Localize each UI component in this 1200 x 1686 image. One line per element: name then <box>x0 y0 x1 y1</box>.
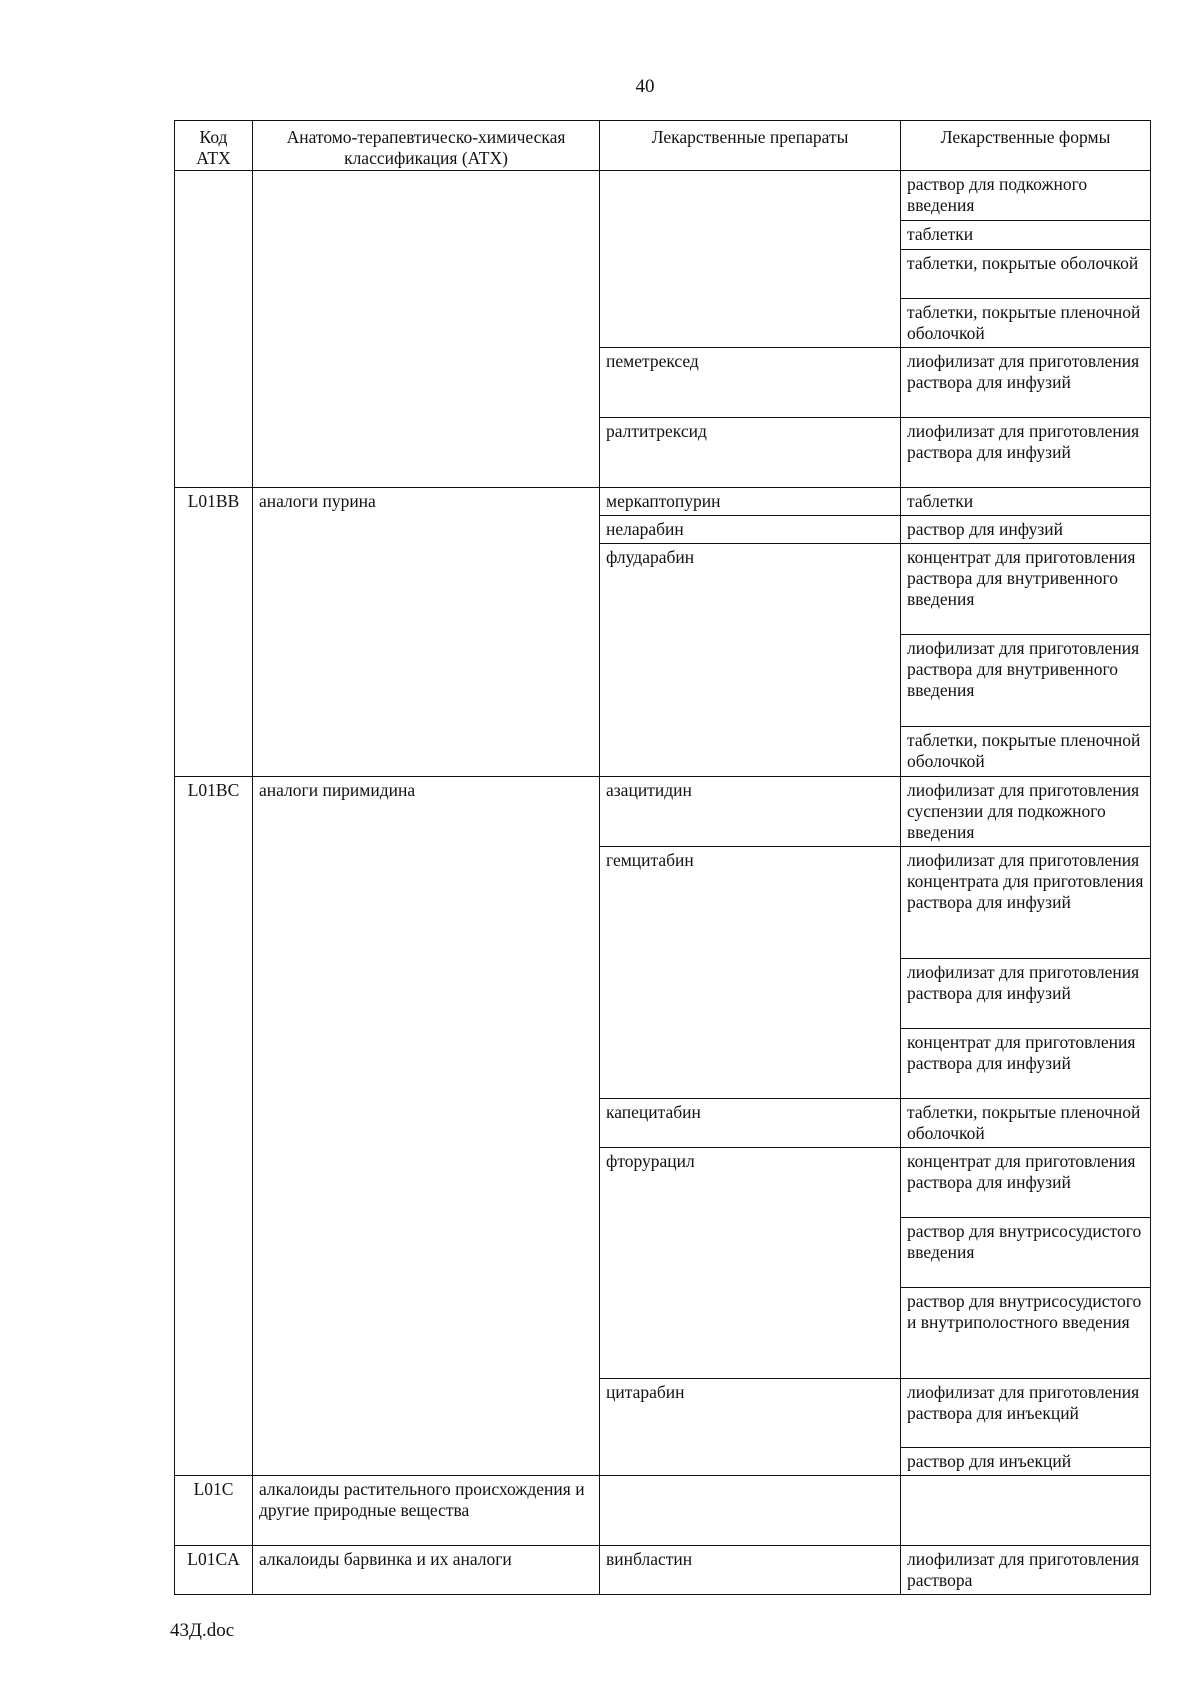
atc-drug-table <box>174 120 1151 1595</box>
header-classification: Анатомо-терапевтическо-химическая классификация (АТХ) <box>253 121 600 171</box>
table-row <box>175 777 1151 847</box>
header-forms: Лекарственные формы <box>901 121 1151 171</box>
header-drugs: Лекарственные препараты <box>600 121 901 171</box>
form-cell: раствор для инъекций <box>901 1448 1151 1476</box>
footer-filename: 43Д.doc <box>170 1620 235 1641</box>
form-cell: лиофилизат для приготовления раствора для инъекций <box>901 1379 1151 1448</box>
drug-cell: азацитидин <box>600 777 901 847</box>
table-row <box>175 1476 1151 1546</box>
drug-cell: пеметрексед <box>600 348 901 418</box>
form-cell: раствор для внутрисосудистого и внутриполостного введения <box>901 1288 1151 1379</box>
classification-cell: алкалоиды растительного происхождения и другие природные вещества <box>253 1476 600 1546</box>
table-row <box>175 488 1151 516</box>
form-cell: лиофилизат для приготовления раствора для инфузий <box>901 959 1151 1029</box>
form-cell: лиофилизат для приготовления раствора для инфузий <box>901 348 1151 418</box>
form-cell: концентрат для приготовления раствора для инфузий <box>901 1029 1151 1099</box>
form-cell: раствор для инфузий <box>901 516 1151 544</box>
form-cell: концентрат для приготовления раствора для внутривенного введения <box>901 544 1151 635</box>
form-cell: лиофилизат для приготовления раствора <box>901 1546 1151 1595</box>
form-cell: таблетки, покрытые пленочной оболочкой <box>901 727 1151 777</box>
form-cell: лиофилизат для приготовления раствора для внутривенного введения <box>901 635 1151 727</box>
atc-code-cell: L01C <box>175 1476 253 1546</box>
classification-cell: алкалоиды барвинка и их аналоги <box>253 1546 600 1595</box>
classification-cell: аналоги пурина <box>253 488 600 777</box>
form-cell <box>901 1476 1151 1546</box>
table-header-row <box>175 121 1151 171</box>
table-row <box>175 1546 1151 1595</box>
form-cell: лиофилизат для приготовления концентрата для приготовления раствора для инфузий <box>901 847 1151 959</box>
form-cell: таблетки <box>901 221 1151 250</box>
form-cell: лиофилизат для приготовления раствора для инфузий <box>901 418 1151 488</box>
drug-cell <box>600 1476 901 1546</box>
atc-code-cell <box>175 171 253 488</box>
classification-cell: аналоги пиримидина <box>253 777 600 1476</box>
drug-cell: неларабин <box>600 516 901 544</box>
drug-cell: меркаптопурин <box>600 488 901 516</box>
drug-cell: капецитабин <box>600 1099 901 1148</box>
table-row <box>175 171 1151 221</box>
drug-cell: винбластин <box>600 1546 901 1595</box>
form-cell: таблетки <box>901 488 1151 516</box>
header-code: Код АТХ <box>175 121 253 171</box>
drug-cell: гемцитабин <box>600 847 901 1099</box>
drug-cell: ралтитрексид <box>600 418 901 488</box>
drug-cell <box>600 171 901 348</box>
form-cell: концентрат для приготовления раствора для инфузий <box>901 1148 1151 1218</box>
form-cell: таблетки, покрытые пленочной оболочкой <box>901 1099 1151 1148</box>
drug-cell: цитарабин <box>600 1379 901 1476</box>
classification-cell <box>253 171 600 488</box>
atc-code-cell: L01BC <box>175 777 253 1476</box>
atc-code-cell: L01CA <box>175 1546 253 1595</box>
form-cell: таблетки, покрытые оболочкой <box>901 250 1151 299</box>
form-cell: раствор для внутрисосудистого введения <box>901 1218 1151 1288</box>
drug-cell: флударабин <box>600 544 901 777</box>
drug-cell: фторурацил <box>600 1148 901 1379</box>
form-cell: таблетки, покрытые пленочной оболочкой <box>901 299 1151 348</box>
form-cell: лиофилизат для приготовления суспензии для подкожного введения <box>901 777 1151 847</box>
page-number: 40 <box>635 76 655 97</box>
atc-code-cell: L01BB <box>175 488 253 777</box>
form-cell: раствор для подкожного введения <box>901 171 1151 221</box>
